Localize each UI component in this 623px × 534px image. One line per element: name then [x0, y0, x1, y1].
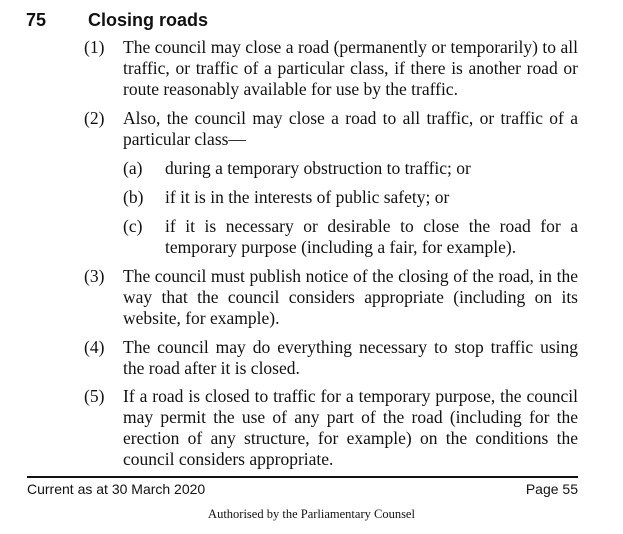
paragraph-text: during a temporary obstruction to traffic; or	[165, 158, 471, 178]
section-title: Closing roads	[88, 10, 209, 30]
subsection-label: (4)	[84, 337, 105, 357]
paragraph-label: (a)	[123, 158, 143, 178]
authorised-notice: Authorised by the Parliamentary Counsel	[208, 507, 415, 521]
paragraph-text: if it is in the interests of public safety; or	[165, 187, 450, 207]
section-heading	[0, 8, 623, 34]
subsection-label: (1)	[84, 37, 105, 57]
subsection-label: (2)	[84, 108, 105, 128]
paragraph-label: (c)	[123, 216, 143, 236]
current-as-at-date: Current as at 30 March 2020	[27, 481, 206, 497]
subsection-label: (5)	[84, 386, 105, 406]
section-number: 75	[26, 10, 47, 30]
subsection-text: The council must publish notice of the closing of the road, in the way that the council considers appropriate (including on its website, for example).	[123, 266, 578, 328]
footer-divider	[27, 476, 578, 478]
subsection-text: Also, the council may close a road to all traffic, or traffic of a particular class—	[123, 108, 578, 149]
subsection-text: The council may close a road (permanently or temporarily) to all traffic, or traffic of a particular class, if there is another road or route reasonably available for use by the traffic.	[123, 37, 578, 99]
paragraph-label: (b)	[123, 187, 144, 207]
subsection-text: The council may do everything necessary to stop traffic using the road after it is closed.	[123, 337, 578, 378]
subsection-text: If a road is closed to traffic for a temporary purpose, the council may permit the use of any part of the road (including for the erection of any structure, for example) on the conditions the council considers appropriate.	[123, 386, 578, 469]
page-number: Page 55	[525, 481, 578, 497]
subsection-label: (3)	[84, 266, 105, 286]
paragraph-text: if it is necessary or desirable to close the road for a temporary purpose (including a fair, for example).	[165, 216, 578, 257]
